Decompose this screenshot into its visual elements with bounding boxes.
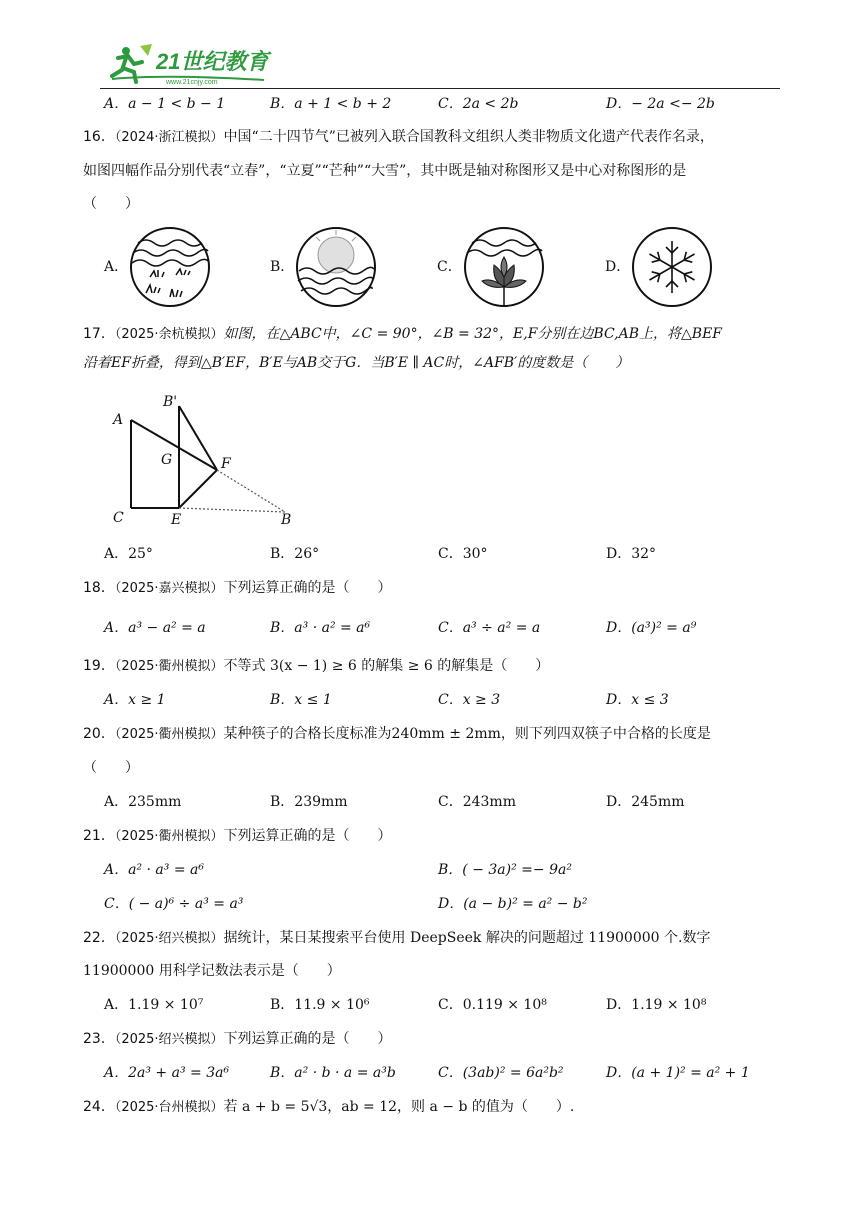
q16-label-d: D． (605, 259, 631, 275)
q22-line1: 据统计，某日某搜索平台使用 DeepSeek 解决的问题超过 11900000 个.数字 (223, 930, 711, 946)
q20-option-b: B．239mm (270, 794, 348, 810)
q19-text: 不等式 3(x − 1) ≥ 6 的解集 ≥ 6 的解集是（ ） (223, 658, 550, 674)
q19-option-a: A．x ≥ 1 (104, 692, 166, 708)
q17-point-e: E (171, 512, 182, 528)
logo-text: 21世纪教育 (156, 49, 269, 74)
q17-point-b: B (281, 512, 292, 528)
q20-number: 20． (83, 726, 115, 742)
q19-option-b: B．x ≤ 1 (270, 692, 332, 708)
q18-stem (83, 577, 783, 600)
q21-option-d: D．(a − b)² = a² − b² (438, 896, 588, 912)
q17-line2: 沿着EF折叠，得到△B′EF，B′E与AB交于G．当B′E ∥ AC时，∠AFB′的度数是（ ） (83, 355, 630, 371)
q22-option-c: C．0.119 × 10⁸ (438, 997, 547, 1013)
q17-point-f: F (221, 456, 231, 472)
q23-option-c: C．(3ab)² = 6a²b² (438, 1065, 564, 1081)
q18-text: 下列运算正确的是（ ） (223, 580, 392, 596)
q18-source: （2025·嘉兴模拟） (114, 581, 224, 596)
q21-option-b: B．( − 3a)² =− 9a² (438, 862, 572, 878)
q16-source: （2024·浙江模拟） (114, 130, 224, 145)
q21-source: （2025·衢州模拟） (114, 829, 224, 844)
q19-option-c: C．x ≥ 3 (438, 692, 501, 708)
q17-option-d: D．32° (606, 546, 657, 562)
q20-source: （2025·衢州模拟） (114, 727, 224, 742)
q15-options (104, 93, 784, 115)
q16-label-a: A． (104, 259, 129, 275)
q18-number: 18． (83, 580, 115, 596)
q18-option-d: D．(a³)² = a⁹ (606, 620, 697, 636)
q20-stem (83, 723, 783, 746)
q21-options-row2 (104, 893, 784, 915)
q20-option-d: D．245mm (606, 794, 685, 810)
q22-number: 22． (83, 930, 115, 946)
q17-point-c: C (113, 510, 124, 526)
q22-option-b: B．11.9 × 10⁶ (270, 997, 370, 1013)
q17-point-a: A (113, 412, 124, 428)
q16-line1: 中国“二十四节气”已被列入联合国教科文组织人类非物质文化遗产代表作名录， (223, 129, 714, 145)
q16-number: 16． (83, 129, 115, 145)
snowflake-icon (646, 241, 697, 293)
q23-number: 23． (83, 1031, 115, 1047)
q16-stem (83, 126, 783, 149)
q16-figure-a (128, 225, 212, 309)
q19-stem (83, 655, 783, 678)
q20-option-c: C．243mm (438, 794, 516, 810)
q18-option-b: B．a³ · a² = a⁶ (270, 620, 371, 636)
q23-options (104, 1062, 784, 1084)
q16-line2: 如图四幅作品分别代表“立春”，“立夏”“芒种”“大雪”，其中既是轴对称图形又是中心对称图形的是 (83, 163, 687, 179)
q15-option-c: C．2a < 2b (438, 96, 519, 112)
q24-source: （2025·台州模拟） (114, 1100, 224, 1115)
q24-number: 24． (83, 1099, 115, 1115)
q20-line1: 某种筷子的合格长度标准为240mm ± 2mm，则下列四双筷子中合格的长度是 (223, 726, 711, 742)
q20-options (104, 791, 784, 813)
q19-option-d: D．x ≤ 3 (606, 692, 669, 708)
q19-options (104, 689, 784, 711)
q21-number: 21． (83, 828, 115, 844)
q22-stem (83, 927, 783, 950)
q17-option-a: A．25° (104, 546, 153, 562)
q23-text: 下列运算正确的是（ ） (223, 1031, 392, 1047)
q20-option-a: A．235mm (104, 794, 182, 810)
q17-point-b-prime: B' (163, 394, 178, 410)
q22-source: （2025·绍兴模拟） (114, 931, 224, 946)
q19-source: （2025·衢州模拟） (114, 659, 224, 674)
q17-figure (105, 390, 305, 530)
q17-number: 17． (83, 326, 115, 342)
logo-url: www.21cnjy.com (166, 79, 218, 86)
q15-option-d: D．− 2a <− 2b (606, 96, 715, 112)
q17-options (104, 543, 784, 565)
q16-label-c: C． (437, 259, 462, 275)
q17-line1: 如图，在△ABC中，∠C = 90°，∠B = 32°，E,F分别在边BC,AB上，将△BEF (223, 326, 723, 342)
q22-line2: 11900000 用科学记数法表示是（ ） (83, 963, 341, 979)
q22-options (104, 994, 784, 1016)
q18-options (104, 617, 784, 639)
q15-option-a: A．a − 1 < b − 1 (104, 96, 226, 112)
q23-stem (83, 1028, 783, 1051)
page-header (100, 40, 780, 89)
q20-line2: （ ） (83, 760, 139, 776)
q21-options-row1 (104, 859, 784, 881)
q18-option-c: C．a³ ÷ a² = a (438, 620, 541, 636)
q23-source: （2025·绍兴模拟） (114, 1032, 224, 1047)
q21-stem (83, 825, 783, 848)
q16-figure-b (294, 225, 378, 309)
q22-option-a: A．1.19 × 10⁷ (104, 997, 204, 1013)
q16-figure-d (630, 225, 714, 309)
q21-option-a: A．a² · a³ = a⁶ (104, 862, 204, 878)
q17-stem (83, 323, 783, 346)
q23-option-b: B．a² · b · a = a³b (270, 1065, 396, 1081)
q17-option-c: C．30° (438, 546, 488, 562)
q18-option-a: A．a³ − a² = a (104, 620, 206, 636)
q17-option-b: B．26° (270, 546, 320, 562)
q23-option-a: A．2a³ + a³ = 3a⁶ (104, 1065, 230, 1081)
q21-text: 下列运算正确的是（ ） (223, 828, 392, 844)
q24-text: 若 a + b = 5√3，ab = 12，则 a − b 的值为（ ）. (223, 1099, 575, 1115)
q17-source: （2025·余杭模拟） (114, 327, 224, 342)
q15-option-b: B．a + 1 < b + 2 (270, 96, 392, 112)
q16-line3: （ ） (83, 196, 139, 212)
q22-option-d: D．1.19 × 10⁸ (606, 997, 707, 1013)
q16-label-b: B． (270, 259, 295, 275)
q23-option-d: D．(a + 1)² = a² + 1 (606, 1065, 750, 1081)
q21-option-c: C．( − a)⁶ ÷ a³ = a³ (104, 896, 244, 912)
q17-point-g: G (161, 452, 173, 468)
q16-figure-c (462, 225, 546, 309)
q24-stem (83, 1096, 783, 1119)
q19-number: 19． (83, 658, 115, 674)
logo (104, 42, 274, 86)
